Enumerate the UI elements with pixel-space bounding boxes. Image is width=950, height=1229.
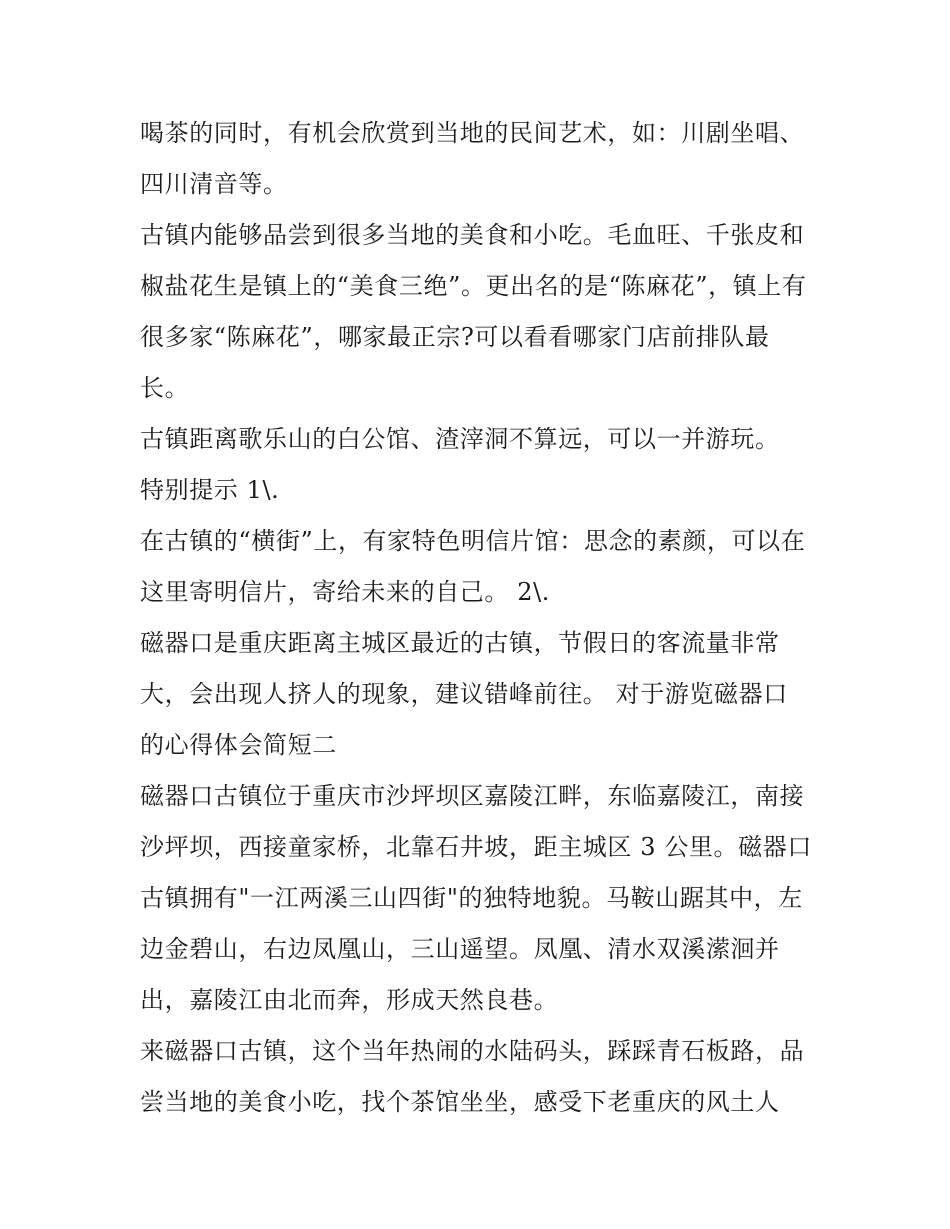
text-line: 尝当地的美食小吃，找个茶馆坐坐，感受下老重庆的风土人 bbox=[140, 1088, 780, 1116]
text-line: 这里寄明信片，寄给未来的自己。 2\. bbox=[140, 578, 551, 606]
text-line: 边金碧山，右边凤凰山，三山遥望。凤凰、清水双溪潆洄并 bbox=[140, 935, 780, 963]
text-line: 大，会出现人挤人的现象，建议错峰前往。 对于游览磁器口 bbox=[140, 680, 788, 708]
text-line: 特别提示 1\. bbox=[140, 476, 280, 504]
text-line: 出，嘉陵江由北而奔，形成天然良巷。 bbox=[140, 986, 559, 1014]
text-line: 来磁器口古镇，这个当年热闹的水陆码头，踩踩青石板路，品 bbox=[140, 1037, 805, 1065]
text-line: 古镇拥有"一江两溪三山四街"的独特地貌。马鞍山踞其中，左 bbox=[140, 884, 803, 912]
text-line: 磁器口古镇位于重庆市沙坪坝区嘉陵江畔，东临嘉陵江，南接 bbox=[140, 782, 805, 810]
text-line: 四川清音等。 bbox=[140, 170, 288, 198]
text-line: 喝茶的同时，有机会欣赏到当地的民间艺术，如：川剧坐唱、 bbox=[140, 119, 805, 147]
text-line: 古镇内能够品尝到很多当地的美食和小吃。毛血旺、千张皮和 bbox=[140, 221, 805, 249]
text-line: 沙坪坝，西接童家桥，北靠石井坡，距主城区 3 公里。磁器口 bbox=[140, 833, 812, 861]
text-line: 很多家“陈麻花”，哪家最正宗?可以看看哪家门店前排队最 bbox=[140, 323, 770, 351]
document-body bbox=[140, 108, 820, 1128]
text-line: 椒盐花生是镇上的“美食三绝”。更出名的是“陈麻花”，镇上有 bbox=[140, 272, 807, 300]
text-line: 在古镇的“横街”上，有家特色明信片馆：思念的素颜，可以在 bbox=[140, 527, 806, 555]
text-line: 古镇距离歌乐山的白公馆、渣滓洞不算远，可以一并游玩。 bbox=[140, 425, 780, 453]
text-line: 磁器口是重庆距离主城区最近的古镇，节假日的客流量非常 bbox=[140, 629, 780, 657]
text-line: 的心得体会简短二 bbox=[140, 731, 337, 759]
text-line: 长。 bbox=[140, 374, 190, 402]
